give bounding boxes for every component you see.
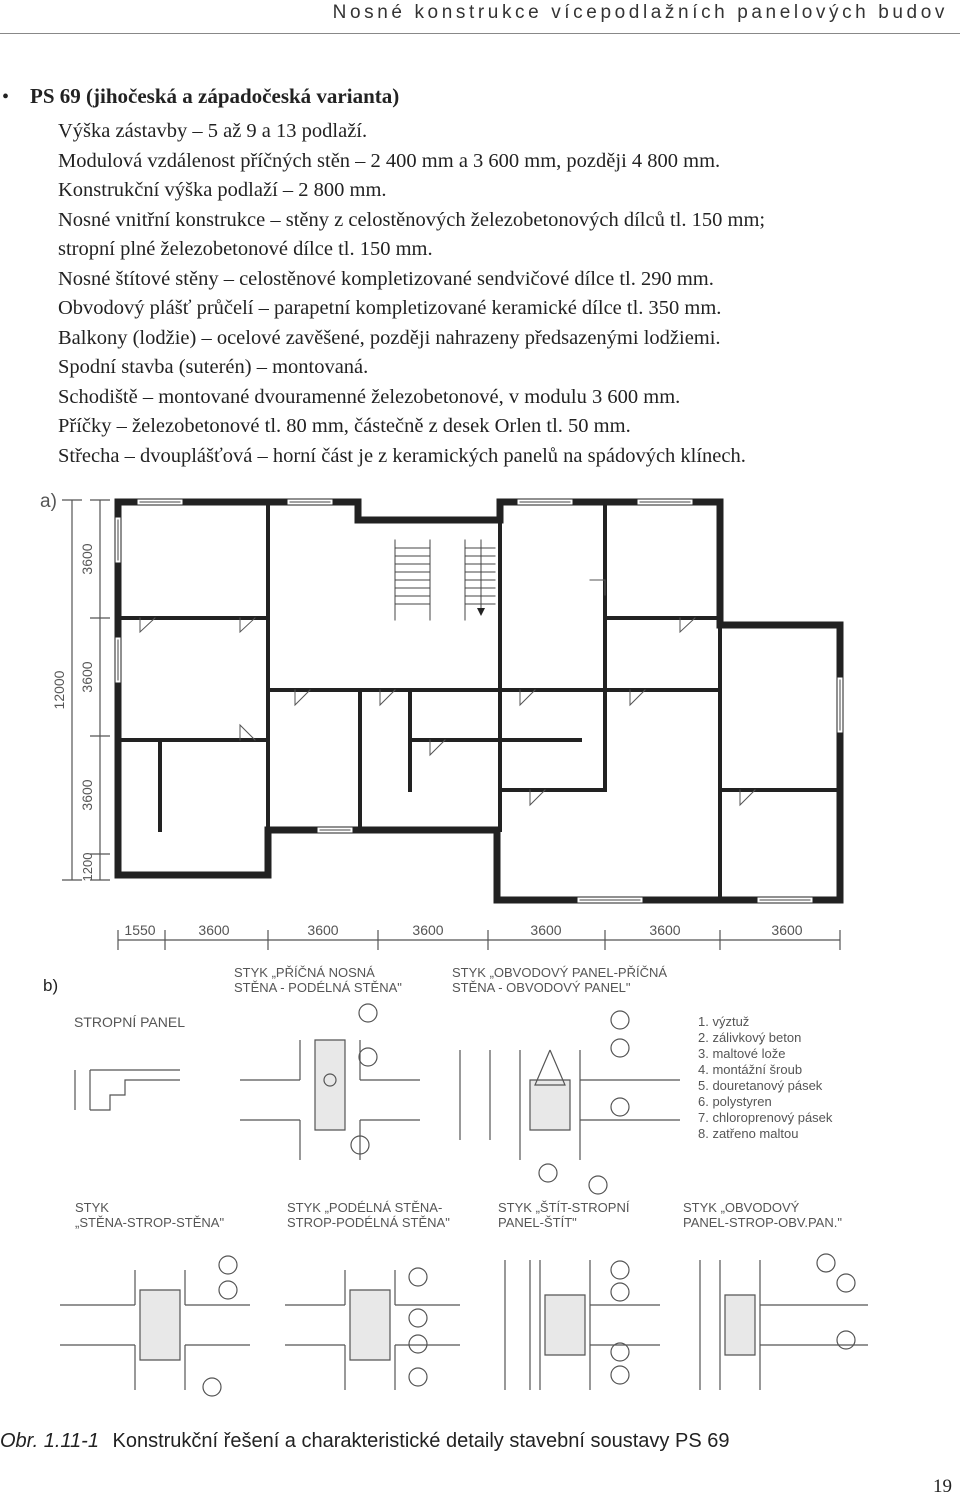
header-rule	[0, 33, 960, 34]
dim-v-3: 3600	[79, 779, 95, 811]
dim-v-total: 12000	[51, 670, 67, 710]
body-line: stropní plné železobetonové dílce tl. 150 mm.	[58, 238, 433, 260]
detail-joint-5	[505, 1260, 660, 1390]
body-line: Výška zástavby – 5 až 9 a 13 podlaží.	[58, 120, 368, 142]
section-title: PS 69 (jihočeská a západočeská varianta)	[30, 84, 400, 108]
legend-item: 7. chloroprenový pásek	[698, 1110, 833, 1125]
dim-v-1: 3600	[79, 543, 95, 575]
joint4-title-1: STYK „PODÉLNÁ STĚNA-	[287, 1200, 443, 1215]
figure-caption	[0, 1430, 729, 1453]
detail-joint-1	[240, 1004, 420, 1160]
dim-h-6: 3600	[649, 922, 681, 938]
joint5-title-1: STYK „ŠTÍT-STROPNÍ	[498, 1200, 630, 1215]
joint6-title-1: STYK „OBVODOVÝ	[683, 1200, 800, 1215]
dim-h-7: 3600	[771, 922, 803, 938]
joint2-title-1: STYK „OBVODOVÝ PANEL-PŘÍČNÁ	[452, 965, 668, 980]
detail-stropni-panel	[75, 1070, 180, 1110]
joint4-title-2: STROP-PODÉLNÁ STĚNA"	[287, 1215, 450, 1230]
legend-item: 6. polystyren	[698, 1094, 772, 1109]
detail-joint-6	[700, 1254, 868, 1390]
legend-item: 1. výztuž	[698, 1014, 750, 1029]
joint3-title-1: STYK	[75, 1200, 109, 1215]
body-line: Příčky – železobetonové tl. 80 mm, částečně z desek Orlen tl. 50 mm.	[58, 415, 631, 437]
detail-joint-4	[285, 1268, 460, 1390]
figure	[0, 480, 960, 1440]
joint1-title-1: STYK „PŘÍČNÁ NOSNÁ	[234, 965, 375, 980]
bullet-icon: •	[2, 86, 10, 108]
floor-plan	[118, 502, 840, 900]
legend	[698, 1014, 833, 1141]
body-line: Balkony (lodžie) – ocelové zavěšené, později nahrazeny předsazenými lodžiemi.	[58, 326, 721, 349]
figure-a-label: a)	[40, 491, 57, 512]
joint2-title-2: STĚNA - OBVODOVÝ PANEL"	[452, 980, 631, 995]
legend-item: 8. zatřeno maltou	[698, 1126, 799, 1141]
page-number: 19	[933, 1476, 952, 1497]
body-line: Obvodový plášť průčelí – parapetní kompletizované keramické dílce tl. 350 mm.	[58, 297, 722, 319]
legend-item: 2. zálivkový beton	[698, 1030, 802, 1045]
caption-number: Obr. 1.11-1	[0, 1430, 99, 1452]
dim-v-2: 3600	[79, 661, 95, 693]
legend-item: 4. montážní šroub	[698, 1062, 803, 1077]
legend-item: 3. maltové lože	[698, 1046, 786, 1061]
dim-h-5: 3600	[530, 922, 562, 938]
running-header: Nosné konstrukce vícepodlažních panelových budov	[332, 2, 948, 23]
legend-item: 5. douretanový pásek	[698, 1078, 823, 1093]
body-line: Spodní stavba (suterén) – montovaná.	[58, 356, 369, 378]
stropni-panel-label: STROPNÍ PANEL	[74, 1014, 185, 1030]
body-line: Schodiště – montované dvouramenné železobetonové, v modulu 3 600 mm.	[58, 385, 681, 408]
caption-text: Konstrukční řešení a charakteristické detaily stavební soustavy PS 69	[112, 1430, 730, 1452]
body-line: Střecha – dvouplášťová – horní část je z keramických panelů na spádových klínech.	[58, 444, 746, 467]
body-line: Konstrukční výška podlaží – 2 800 mm.	[58, 179, 387, 201]
dim-h-2: 3600	[198, 922, 230, 938]
joint3-title-2: „STĚNA-STROP-STĚNA"	[75, 1215, 225, 1230]
dim-v-4: 1200	[80, 852, 95, 882]
joint6-title-2: PANEL-STROP-OBV.PAN."	[683, 1215, 842, 1230]
body-line: Nosné štítové stěny – celostěnové kompletizované sendvičové dílce tl. 290 mm.	[58, 267, 714, 290]
body-line: Modulová vzdálenost příčných stěn – 2 400 mm a 3 600 mm, později 4 800 mm.	[58, 149, 721, 172]
figure-b-label: b)	[43, 976, 59, 995]
body-line: Nosné vnitřní konstrukce – stěny z celostěnových železobetonových dílců tl. 150 mm;	[58, 208, 766, 231]
joint5-title-2: PANEL-ŠTÍT"	[498, 1215, 577, 1230]
dim-h-4: 3600	[412, 922, 444, 938]
section-body	[58, 117, 953, 471]
dim-h-3: 3600	[307, 922, 339, 938]
detail-joint-3	[60, 1256, 250, 1396]
joint1-title-2: STĚNA - PODÉLNÁ STĚNA"	[234, 980, 402, 995]
detail-joint-2	[460, 1011, 680, 1194]
dim-h-1: 1550	[124, 922, 156, 938]
